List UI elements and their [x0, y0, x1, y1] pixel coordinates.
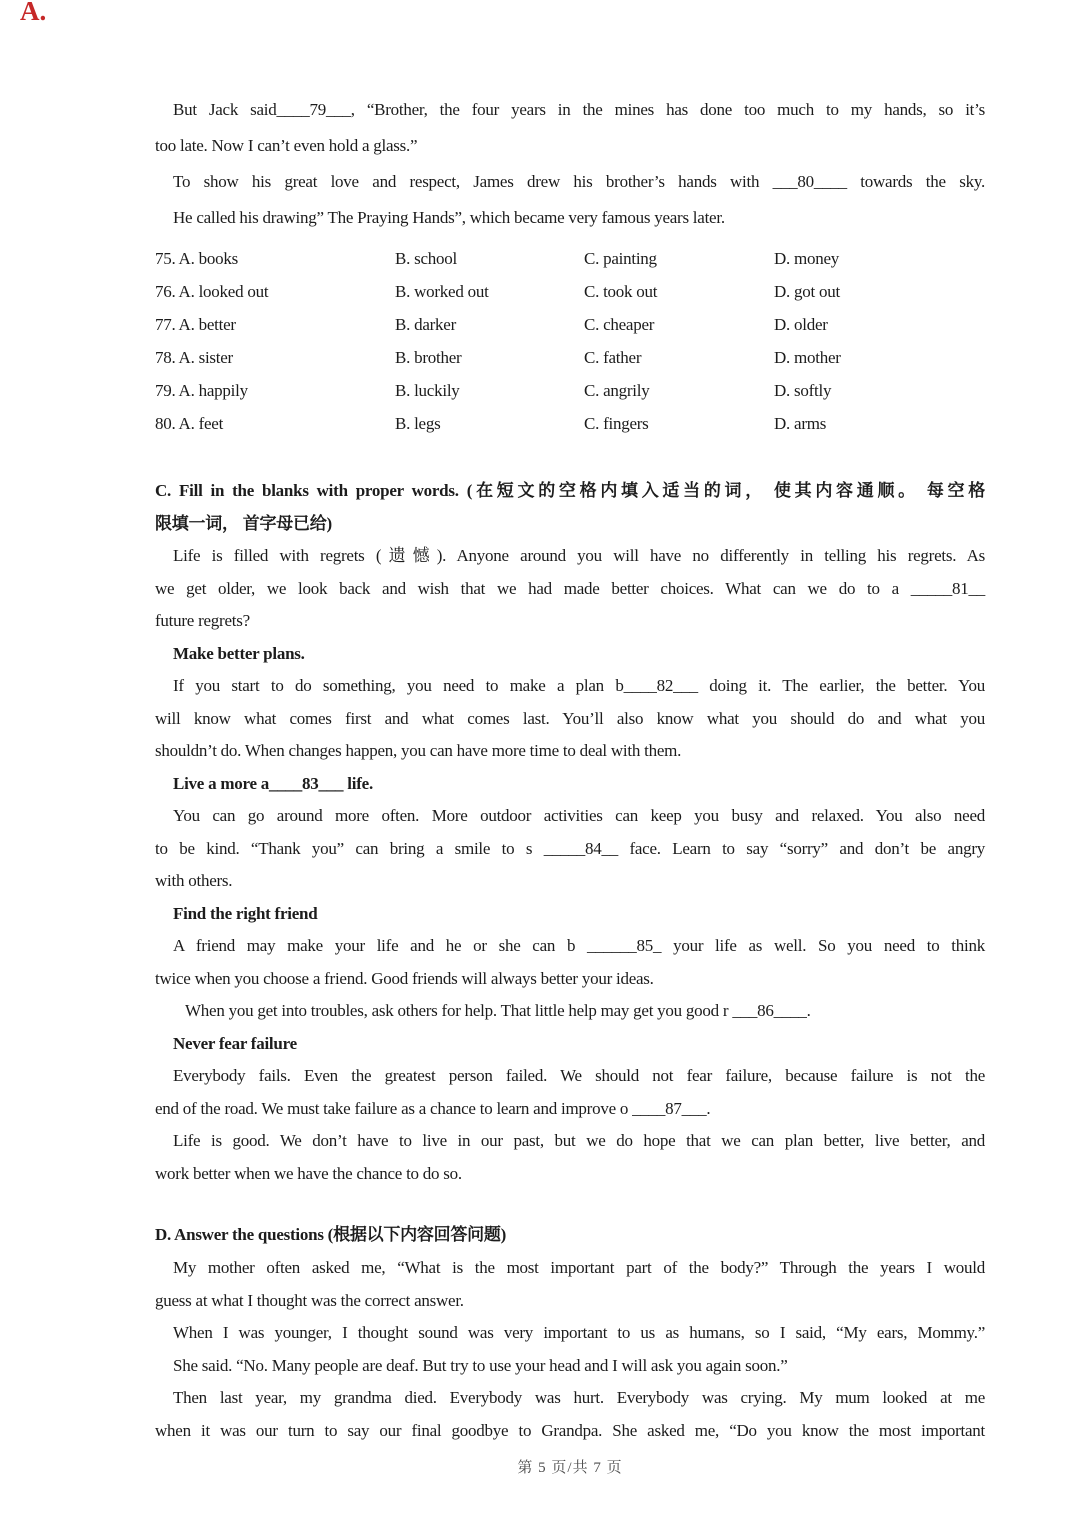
- section-c-body: [155, 540, 985, 1190]
- option-row: [155, 308, 985, 341]
- page-number-footer: 第 5 页/共 7 页: [517, 1460, 623, 1476]
- section-d-questions: [155, 1218, 985, 1447]
- option-cell: B. brother: [395, 348, 462, 367]
- text-line: If you start to do something, you need to make a plan b____82___ doing it. The earlier, the better. You: [173, 676, 985, 695]
- subheading-line: Find the right friend: [173, 903, 318, 923]
- option-cell: B. worked out: [395, 282, 489, 301]
- text-line: work better when we have the chance to do so.: [155, 1163, 462, 1183]
- option-cell: D. softly: [774, 381, 832, 400]
- section-c-heading: [155, 474, 985, 540]
- option-cell: C. cheaper: [584, 315, 655, 334]
- option-cell: D. money: [774, 249, 840, 268]
- text-line: future regrets?: [155, 611, 250, 630]
- text-line: guess at what I thought was the correct answer.: [155, 1290, 464, 1310]
- section-c-fill-blanks: [155, 474, 985, 1190]
- subheading-line: Live a more a____83___ life.: [173, 773, 373, 793]
- text-line: To show his great love and respect, James drew his brother’s hands with ___80____ towards the sky.: [173, 172, 985, 191]
- choice-options: [155, 242, 985, 440]
- option-cell: 76. A. looked out: [155, 282, 269, 301]
- section-heading-line: 限填一词， 首字母已给): [155, 514, 332, 533]
- option-cell: B. darker: [395, 315, 457, 334]
- section-heading-line: C. Fill in the blanks with proper words. (在短文的空格内填入适当的词， 使其内容通顺。 每空格: [155, 481, 985, 500]
- text-line: too late. Now I can’t even hold a glass.”: [155, 136, 418, 155]
- text-line: But Jack said____79___, “Brother, the four years in the mines has done too much to my hands, so it’s: [173, 100, 985, 119]
- text-line: She said. “No. Many people are deaf. But try to use your head and I will ask you again soon.”: [173, 1355, 788, 1375]
- text-line: with others.: [155, 871, 233, 890]
- text-line: Life is good. We don’t have to live in our past, but we do hope that we can plan better, live better, and: [173, 1131, 985, 1150]
- text-line: My mother often asked me, “What is the most important part of the body?” Through the years I would: [173, 1258, 985, 1277]
- option-cell: B. school: [395, 249, 457, 268]
- text-line: when it was our turn to say our final goodbye to Grandpa. She asked me, “Do you know the most important: [155, 1420, 985, 1440]
- text-line: shouldn’t do. When changes happen, you can have more time to deal with them.: [155, 741, 682, 760]
- option-cell: 77. A. better: [155, 315, 236, 334]
- option-row: [155, 407, 985, 440]
- option-row: [155, 341, 985, 374]
- text-line: When I was younger, I thought sound was very important to us as humans, so I said, “My ears, Mommy.”: [173, 1323, 985, 1342]
- text-line: to be kind. “Thank you” can bring a smile to s _____84__ face. Learn to say “sorry” and don’t be angry: [155, 838, 985, 858]
- option-cell: D. got out: [774, 282, 840, 301]
- text-line: Life is filled with regrets (遗憾). Anyone around you will have no differently in telling his regrets. As: [173, 546, 985, 565]
- option-cell: 75. A. books: [155, 249, 238, 268]
- text-line: He called his drawing” The Praying Hands”, which became very famous years later.: [173, 208, 725, 227]
- subheading-line: Make better plans.: [173, 643, 305, 663]
- text-line: Everybody fails. Even the greatest person failed. We should not fear failure, because failure is not the: [173, 1066, 985, 1085]
- option-cell: 78. A. sister: [155, 348, 233, 367]
- corner-grade-mark: A.: [20, 0, 47, 26]
- option-cell: B. luckily: [395, 381, 460, 400]
- option-cell: C. painting: [584, 249, 657, 268]
- text-line: end of the road. We must take failure as a chance to learn and improve o ____87___.: [155, 1098, 711, 1118]
- text-line: A friend may make your life and he or she can b ______85_ your life as well. So you need to think: [173, 936, 985, 955]
- option-cell: D. arms: [774, 414, 827, 433]
- subheading-line: Never fear failure: [173, 1033, 297, 1053]
- option-cell: D. older: [774, 315, 828, 334]
- text-line: Then last year, my grandma died. Everybody was hurt. Everybody was crying. My mum looked at me: [173, 1388, 985, 1407]
- option-row: [155, 275, 985, 308]
- text-line: will know what comes first and what comes last. You’ll also know what you should do and what you: [155, 708, 985, 728]
- text-line: When you get into troubles, ask others for help. That little help may get you good r ___86____.: [185, 1001, 811, 1020]
- text-line: You can go around more often. More outdoor activities can keep you busy and relaxed. You also need: [173, 806, 985, 825]
- option-cell: C. fingers: [584, 414, 649, 433]
- text-line: twice when you choose a friend. Good friends will always better your ideas.: [155, 968, 654, 988]
- option-cell: C. angrily: [584, 381, 650, 400]
- option-cell: C. took out: [584, 282, 658, 301]
- option-cell: B. legs: [395, 414, 441, 433]
- option-cell: C. father: [584, 348, 642, 367]
- cloze-passage: [155, 92, 985, 236]
- option-row: [155, 374, 985, 407]
- option-cell: 80. A. feet: [155, 414, 224, 433]
- text-line: we get older, we look back and wish that we had made better choices. What can we do to a _____81__: [155, 578, 985, 598]
- section-d-body: [155, 1252, 985, 1447]
- section-d-heading: [155, 1218, 985, 1252]
- option-cell: 79. A. happily: [155, 381, 248, 400]
- option-cell: D. mother: [774, 348, 841, 367]
- section-heading-line: D. Answer the questions (根据以下内容回答问题): [155, 1225, 507, 1244]
- option-row: [155, 242, 985, 275]
